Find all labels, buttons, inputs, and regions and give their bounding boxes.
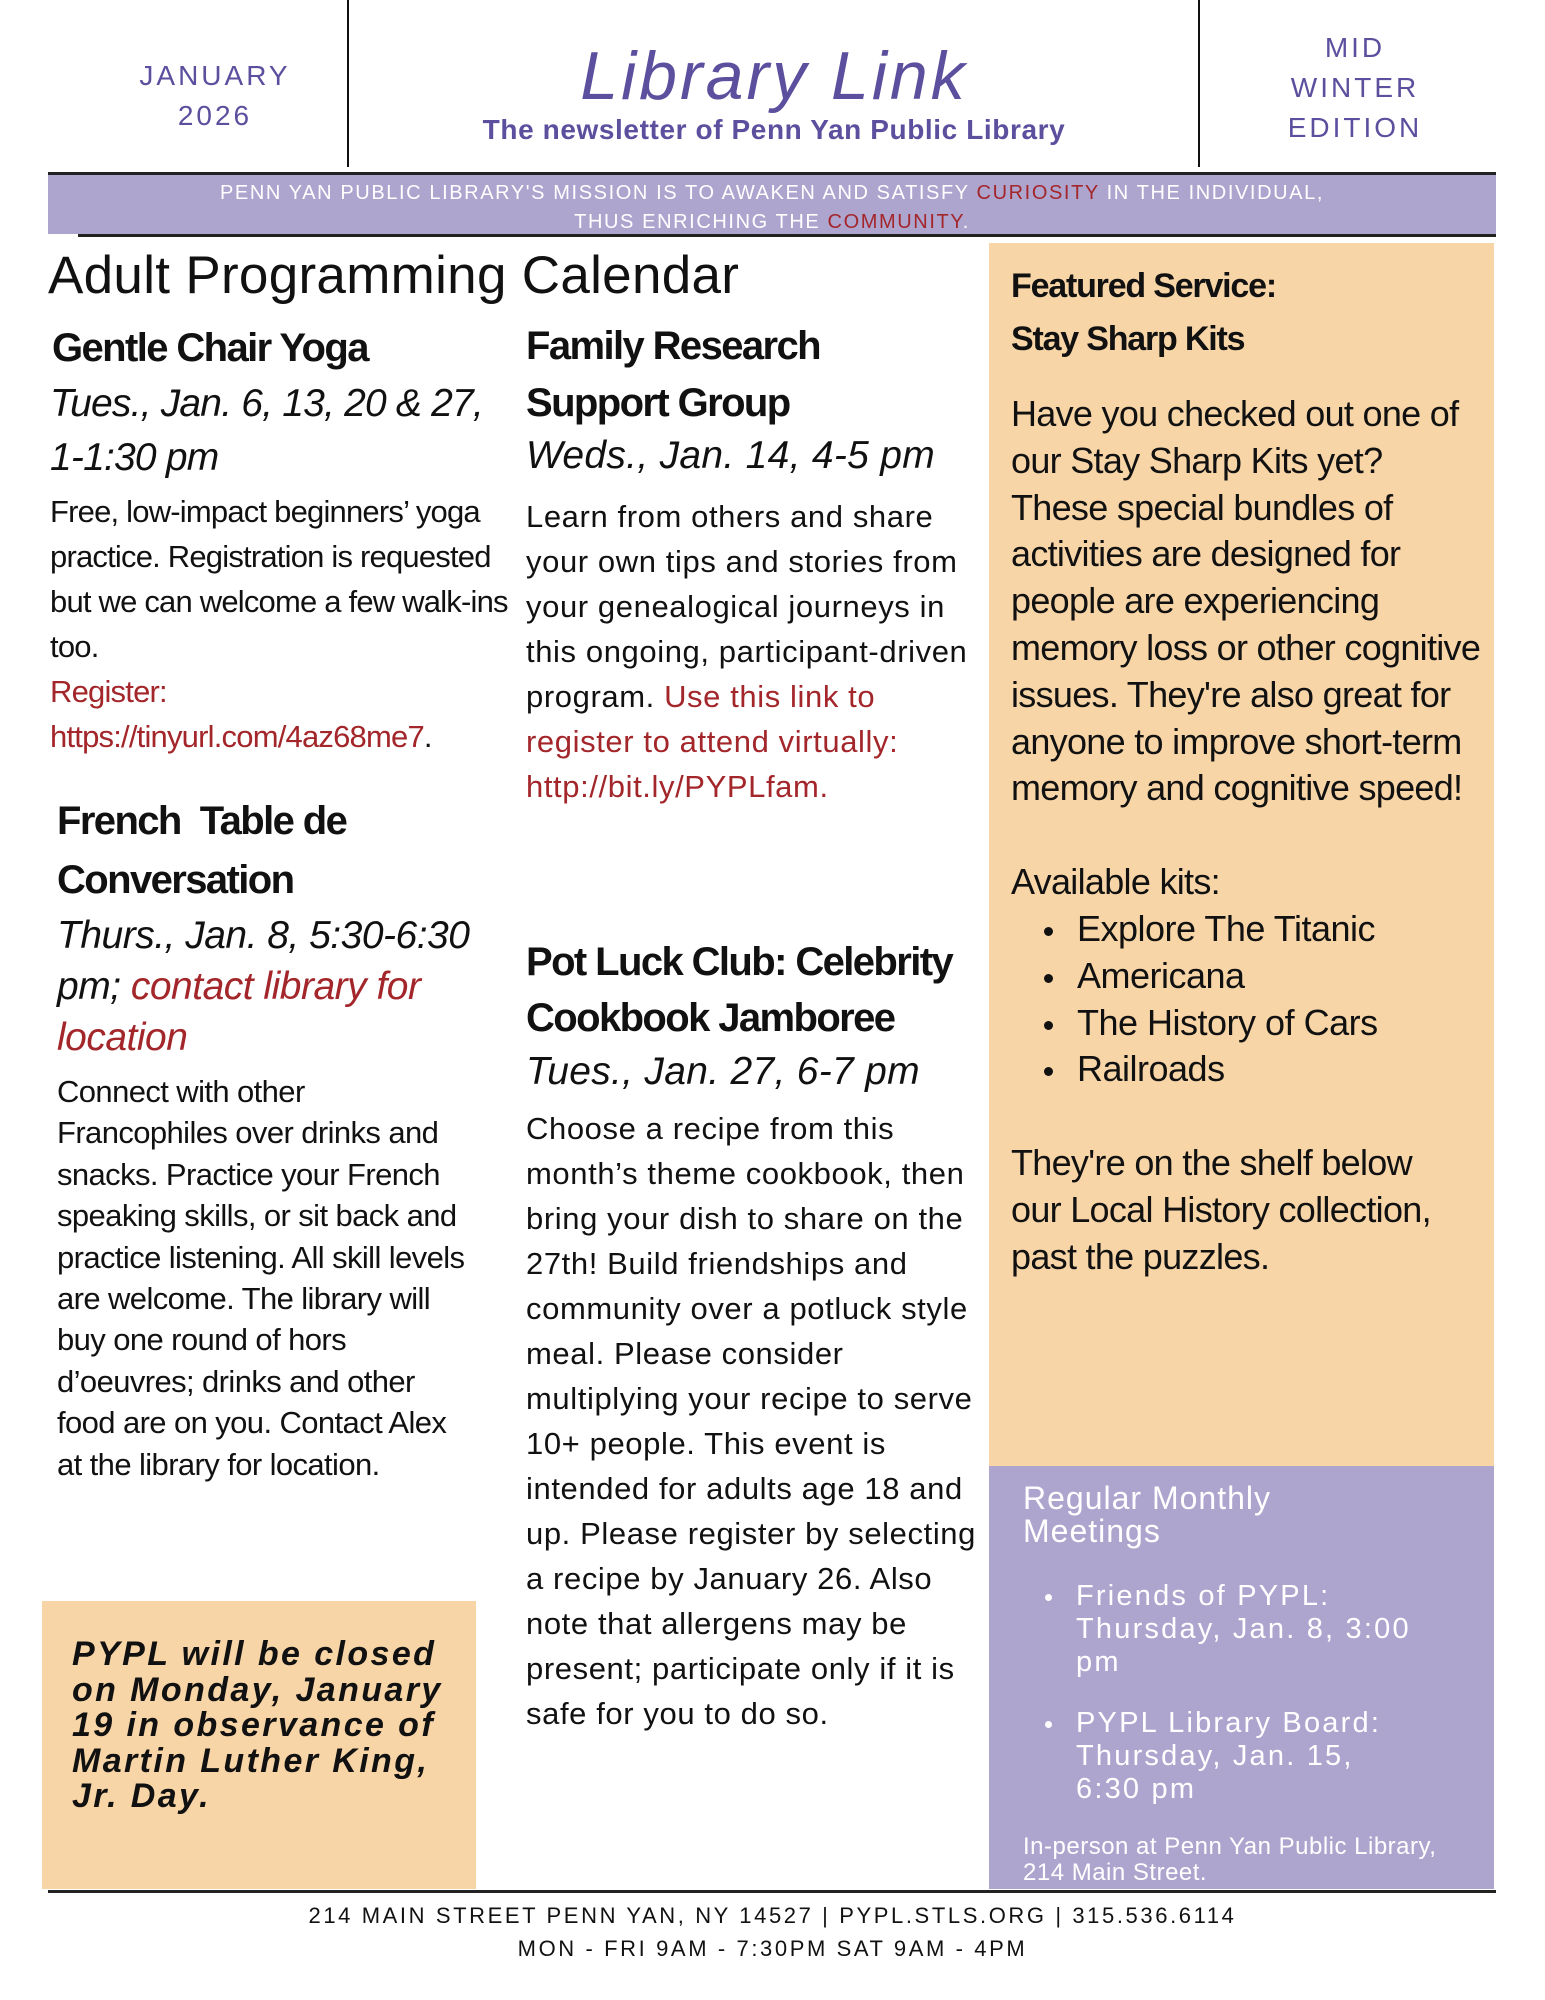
event-date: Tues., Jan. 6, 13, 20 & 27, 1-1:30 pm (50, 382, 483, 479)
meetings-heading: Regular Monthly Meetings (1023, 1480, 1271, 1549)
mission-text: IN THE INDIVIDUAL, (1099, 182, 1324, 204)
mission-text: . (962, 211, 970, 233)
event-family-research (526, 318, 981, 809)
mission-text: THUS ENRICHING THE (574, 211, 828, 233)
event-title: French Table de Conversation (57, 799, 356, 902)
event-title: Gentle Chair Yoga (52, 326, 368, 370)
monthly-meetings (989, 1466, 1494, 1889)
featured-service (989, 243, 1494, 1466)
meetings-list (1023, 1580, 1494, 1806)
kits-label: Available kits: (1011, 861, 1220, 903)
event-date (57, 910, 477, 1063)
edition-word: EDITION (1287, 112, 1423, 143)
mission-highlight: CURIOSITY (976, 182, 1100, 204)
meeting-item: Friends of PYPL: Thursday, Jan. 8, 3:00 pm (1023, 1580, 1443, 1679)
edition-word: WINTER (1290, 72, 1420, 103)
calendar-title: Adult Programming Calendar (48, 246, 740, 305)
event-body: Connect with other Francophiles over drinks and snacks. Practice your French speaking skills, or sit back and practice listening. All skill levels are welcome. The library will buy one round of hors d’oeuvres; drinks and other food are on you. Contact Alex at the library for location. (57, 1074, 465, 1482)
kit-item: Explore The Titanic (1011, 906, 1494, 953)
divider (48, 1890, 1496, 1893)
newsletter-subtitle: The newsletter of Penn Yan Public Library (482, 114, 1066, 145)
location-note: contact library for location (57, 965, 421, 1059)
issue-date (100, 56, 330, 136)
kits-list (1011, 906, 1494, 1093)
meetings-note: In-person at Penn Yan Public Library, 214 Main Street. (1023, 1833, 1437, 1886)
event-body: Choose a recipe from this month’s theme cookbook, then bring your dish to share on the 27th! Build friendships and community over a potluck style meal. Please consider multiplying your recipe to serve 10+ people. This event is intended for adults age 18 and up. Please register by selecting a recipe by January 26. Also note that allergens may be present; participate only if it is safe for you to do so. (526, 1111, 976, 1731)
newsletter-title: Library Link (580, 38, 968, 114)
featured-heading: Stay Sharp Kits (1011, 320, 1245, 358)
event-french (57, 792, 477, 1485)
event-title: Pot Luck Club: Celebrity Cookbook Jamboree (526, 940, 953, 1040)
closure-notice: PYPL will be closed on Monday, January 19 in observance of Martin Luther King, Jr. Day. (42, 1601, 476, 1889)
event-description (526, 494, 981, 809)
footer-hours: MON - FRI 9AM - 7:30PM SAT 9AM - 4PM (517, 1936, 1028, 1961)
event-date: Weds., Jan. 14, 4-5 pm (526, 434, 936, 477)
event-yoga (50, 320, 510, 759)
issue-year: 2026 (177, 100, 253, 131)
kits-location: They're on the shelf below our Local History collection, past the puzzles. (1011, 1142, 1431, 1277)
event-description (50, 489, 510, 759)
event-potluck (526, 934, 986, 1736)
event-body: Learn from others and share your own tips and stories from your genealogical journeys in this ongoing, participant-driven program. (526, 499, 968, 714)
kit-item: Americana (1011, 953, 1494, 1000)
divider (78, 234, 1496, 237)
register-link[interactable]: http://bit.ly/PYPLfam. (526, 769, 829, 804)
mission-highlight: COMMUNITY (827, 211, 963, 233)
featured-body: Have you checked out one of our Stay Sharp Kits yet? These special bundles of activities are designed for people are experiencing memory loss or other cognitive issues. They're also great for anyone to improve short-term memory and cognitive speed! (1011, 393, 1481, 809)
mission-text: PENN YAN PUBLIC LIBRARY'S MISSION IS TO AWAKEN AND SATISFY (219, 182, 977, 204)
kit-item: The History of Cars (1011, 1000, 1494, 1047)
header-divider (1198, 0, 1200, 167)
punctuation: . (423, 719, 432, 754)
edition-label (1210, 28, 1500, 148)
register-label: Register: (50, 674, 167, 709)
footer-address: 214 MAIN STREET PENN YAN, NY 14527 | PYPL.STLS.ORG | 315.536.6114 (308, 1903, 1237, 1928)
edition-word: MID (1324, 32, 1386, 63)
event-title: Family Research Support Group (526, 324, 820, 425)
event-date: Tues., Jan. 27, 6-7 pm (526, 1050, 920, 1093)
issue-month: JANUARY (139, 60, 291, 91)
register-text: Use this link to register to attend virtually: (526, 679, 899, 759)
header-divider (347, 0, 349, 167)
register-link[interactable]: https://tinyurl.com/4az68me7 (50, 719, 424, 754)
event-body: Free, low-impact beginners’ yoga practice. Registration is requested but we can welcome a few walk-ins too. (50, 494, 508, 664)
mission-banner (48, 172, 1496, 234)
kit-item: Railroads (1011, 1046, 1494, 1093)
event-date-text: Thurs., Jan. 8, 5:30-6:30 pm; (57, 914, 470, 1008)
featured-heading: Featured Service: (1011, 267, 1276, 305)
meeting-item: PYPL Library Board: Thursday, Jan. 15, 6:30 pm (1023, 1707, 1423, 1806)
